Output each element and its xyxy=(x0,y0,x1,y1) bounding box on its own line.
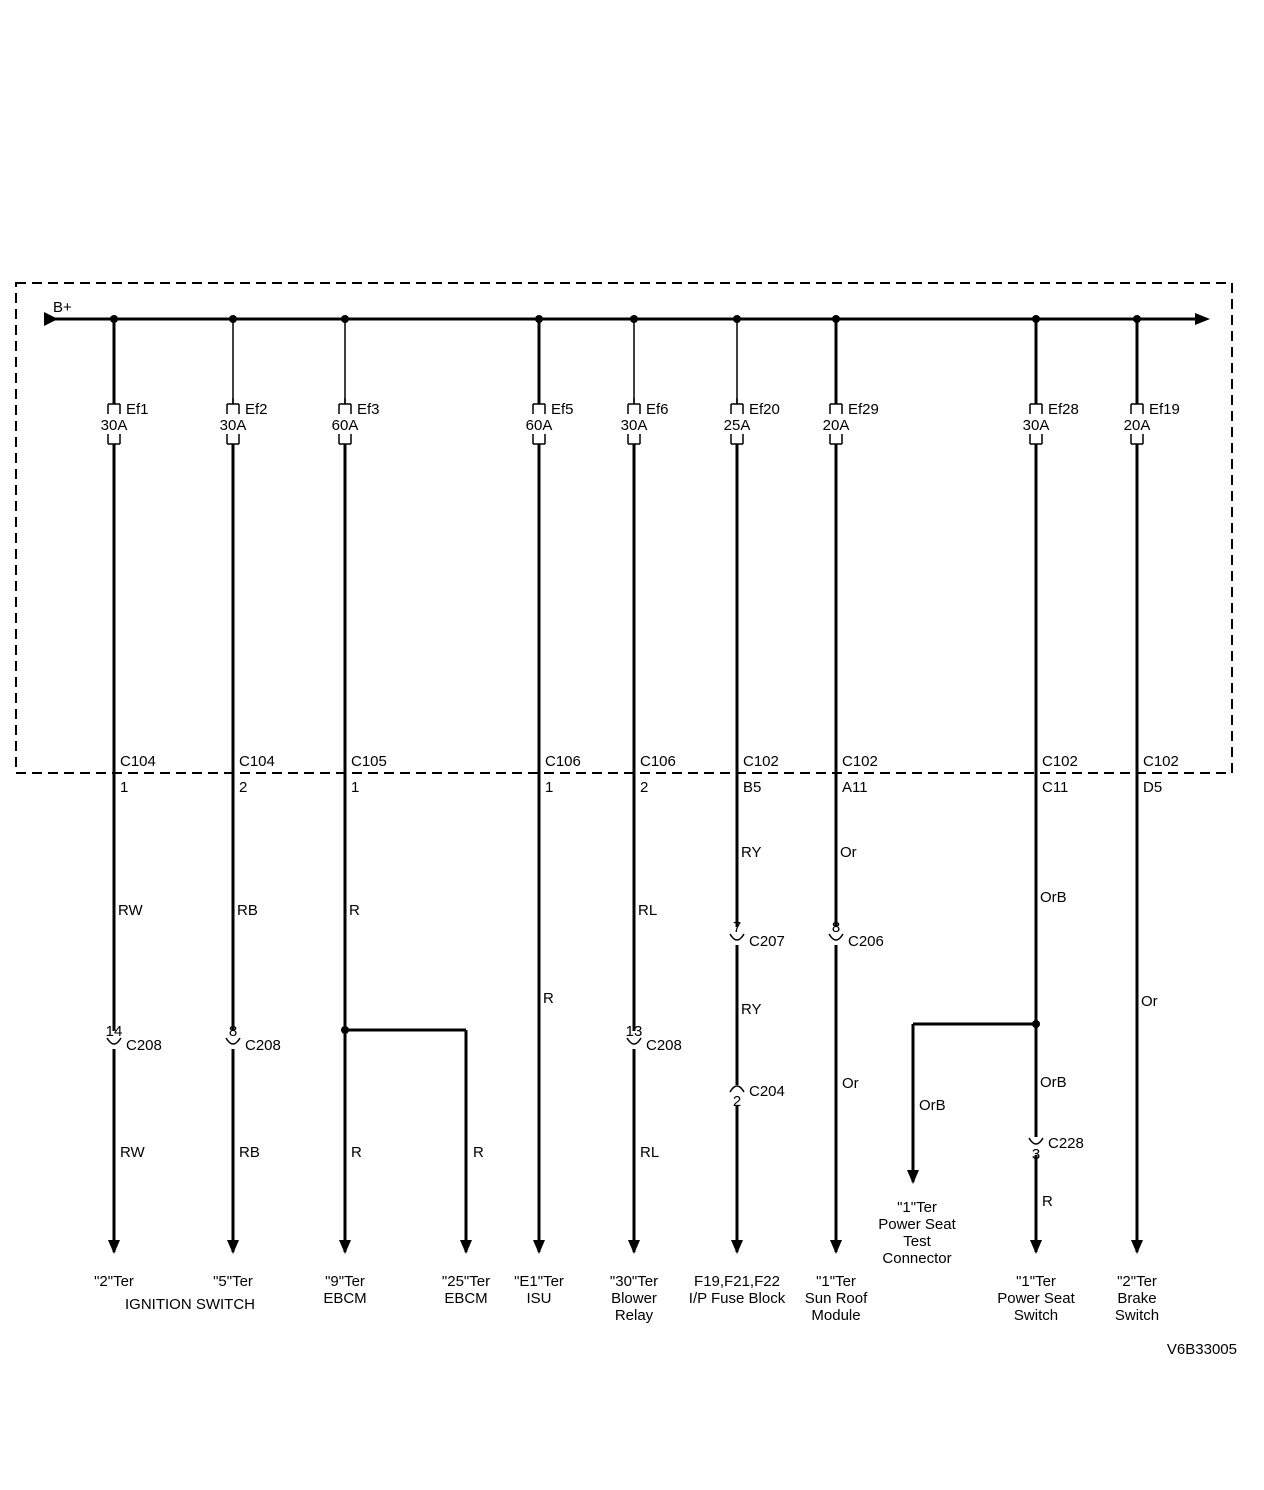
wire-color-lower: RL xyxy=(640,1144,660,1161)
bus-label: B+ xyxy=(53,299,72,316)
connector-id: C102 xyxy=(1042,753,1078,770)
ebcm-branch xyxy=(341,1026,490,1307)
ebcm-branch-dest-line-1: "25"Ter xyxy=(441,1273,491,1290)
bus-output-arrow xyxy=(1195,313,1210,325)
destination-label-line-2: ISU xyxy=(526,1290,552,1307)
ebcm-branch-dest-line-2: EBCM xyxy=(444,1290,488,1307)
power-seat-test-dest-line-2: Power Seat xyxy=(878,1216,956,1233)
fuse-column-ef3 xyxy=(323,315,387,1307)
fuse-name: Ef3 xyxy=(357,401,380,418)
connector-pin: 1 xyxy=(120,779,129,796)
fuse-amperage: 20A xyxy=(1123,417,1151,434)
destination-label-line-1: "5"Ter xyxy=(213,1273,253,1290)
wire-color-upper: RL xyxy=(638,902,658,919)
splice-dot xyxy=(1032,1020,1040,1028)
wire-color-lower: Or xyxy=(842,1075,859,1092)
inline-connector-id: C228 xyxy=(1048,1135,1084,1152)
fuse-amperage: 20A xyxy=(822,417,850,434)
fuse-amperage: 30A xyxy=(219,417,247,434)
wire-color-upper: Or xyxy=(1141,993,1158,1010)
ignition-switch-label: IGNITION SWITCH xyxy=(125,1296,255,1313)
fuse-name: Ef6 xyxy=(646,401,669,418)
connector-pin: C11 xyxy=(1042,779,1069,796)
destination-label-line-2: Brake xyxy=(1117,1290,1157,1307)
inline-connector-id: C208 xyxy=(126,1037,162,1054)
fuse-column-ef19 xyxy=(1115,315,1180,1324)
connector-id: C102 xyxy=(842,753,878,770)
wire-color-lower: R xyxy=(1042,1193,1053,1210)
connector-id: C106 xyxy=(545,753,581,770)
inline-connector-pin: 2 xyxy=(732,1093,742,1110)
inline-connector-id: C206 xyxy=(848,933,884,950)
inline-connector-id: C207 xyxy=(749,933,785,950)
fuse-column-ef29 xyxy=(805,315,884,1324)
destination-label-line-1: "E1"Ter xyxy=(514,1273,564,1290)
destination-label-line-3: Relay xyxy=(614,1307,654,1324)
fuse-name: Ef28 xyxy=(1048,401,1079,418)
fuse-amperage: 30A xyxy=(620,417,648,434)
fuse-amperage: 60A xyxy=(525,417,553,434)
wire-color-upper: RW xyxy=(118,902,143,919)
wire-color-lower: RW xyxy=(120,1144,145,1161)
inline-connector-pin: 14 xyxy=(105,1023,123,1040)
fuse-name: Ef19 xyxy=(1149,401,1180,418)
wire-color-upper: Or xyxy=(840,844,857,861)
destination-label-line-3: Module xyxy=(811,1307,861,1324)
inline-connector-id: C204 xyxy=(749,1083,785,1100)
destination-label-line-1: "2"Ter xyxy=(94,1273,134,1290)
fuse-name: Ef2 xyxy=(245,401,268,418)
connector-pin: 2 xyxy=(239,779,248,796)
wire-color-middle: RY xyxy=(741,1001,762,1018)
fuse-column-ef1 xyxy=(94,315,162,1290)
connector-id: C102 xyxy=(1143,753,1179,770)
connector-id: C105 xyxy=(351,753,387,770)
connector-id: C102 xyxy=(743,753,779,770)
destination-label-line-3: Switch xyxy=(1114,1307,1160,1324)
fuse-amperage: 25A xyxy=(723,417,751,434)
connector-id: C104 xyxy=(120,753,156,770)
destination-label-line-1: "1"Ter xyxy=(1016,1273,1056,1290)
destination-label-line-2: Power Seat xyxy=(997,1290,1075,1307)
power-seat-test-dest-line-1: "1"Ter xyxy=(897,1199,937,1216)
destination-label-line-1: F19,F21,F22 xyxy=(694,1273,780,1290)
fuse-name: Ef29 xyxy=(848,401,879,418)
fuse-box-boundary xyxy=(16,283,1232,773)
splice-dot xyxy=(341,1026,349,1034)
wire-color-upper: OrB xyxy=(1040,889,1067,906)
fuse-column-ef28 xyxy=(997,315,1084,1324)
destination-label-line-1: "2"Ter xyxy=(1117,1273,1157,1290)
fuse-amperage: 30A xyxy=(1022,417,1050,434)
destination-label-line-1: "30"Ter xyxy=(609,1273,659,1290)
drawing-id: V6B33005 xyxy=(1166,1341,1237,1358)
fuse-column-ef2 xyxy=(213,315,281,1290)
destination-label-line-2: Blower xyxy=(611,1290,657,1307)
wire-color-middle: OrB xyxy=(1040,1074,1067,1091)
fuse-amperage: 30A xyxy=(100,417,128,434)
connector-pin: B5 xyxy=(743,779,762,796)
connector-pin: D5 xyxy=(1143,779,1163,796)
wire-color-upper: R xyxy=(349,902,360,919)
inline-connector-pin: 3 xyxy=(1031,1146,1041,1163)
fuse-amperage: 60A xyxy=(331,417,359,434)
connector-pin: A11 xyxy=(842,779,868,796)
inline-connector-pin: 7 xyxy=(732,919,742,936)
fuse-name: Ef1 xyxy=(126,401,149,418)
fuse-name: Ef5 xyxy=(551,401,574,418)
wire-color-upper: R xyxy=(543,990,554,1007)
fuse-columns xyxy=(94,315,1180,1324)
destination-label-line-2: I/P Fuse Block xyxy=(688,1290,786,1307)
wire-color-lower: RB xyxy=(239,1144,260,1161)
wire-color-lower: R xyxy=(351,1144,362,1161)
power-seat-test-branch xyxy=(878,1020,1040,1267)
fuse-column-ef5 xyxy=(514,315,581,1307)
power-seat-test-dest-line-4: Connector xyxy=(882,1250,952,1267)
destination-label-line-3: Switch xyxy=(1013,1307,1059,1324)
power-seat-test-wire-color: OrB xyxy=(919,1097,946,1114)
inline-connector-id: C208 xyxy=(245,1037,281,1054)
destination-label-line-1: "9"Ter xyxy=(325,1273,365,1290)
connector-pin: 2 xyxy=(640,779,649,796)
wire-color-upper: RB xyxy=(237,902,258,919)
inline-connector-pin: 8 xyxy=(228,1023,238,1040)
wire-color-upper: RY xyxy=(741,844,762,861)
inline-connector-id: C208 xyxy=(646,1037,682,1054)
power-seat-test-dest-line-3: Test xyxy=(903,1233,931,1250)
connector-pin: 1 xyxy=(351,779,360,796)
fuse-column-ef6 xyxy=(610,315,682,1324)
inline-connector-pin: 13 xyxy=(625,1023,643,1040)
destination-label-line-2: Sun Roof xyxy=(804,1290,868,1307)
ebcm-branch-wire-color: R xyxy=(473,1144,484,1161)
destination-label-line-2: EBCM xyxy=(323,1290,367,1307)
connector-id: C104 xyxy=(239,753,275,770)
inline-connector-pin: 8 xyxy=(831,919,841,936)
connector-id: C106 xyxy=(640,753,676,770)
destination-label-line-1: "1"Ter xyxy=(816,1273,856,1290)
fuse-column-ef20 xyxy=(689,315,786,1307)
fuse-name: Ef20 xyxy=(749,401,780,418)
connector-pin: 1 xyxy=(545,779,554,796)
